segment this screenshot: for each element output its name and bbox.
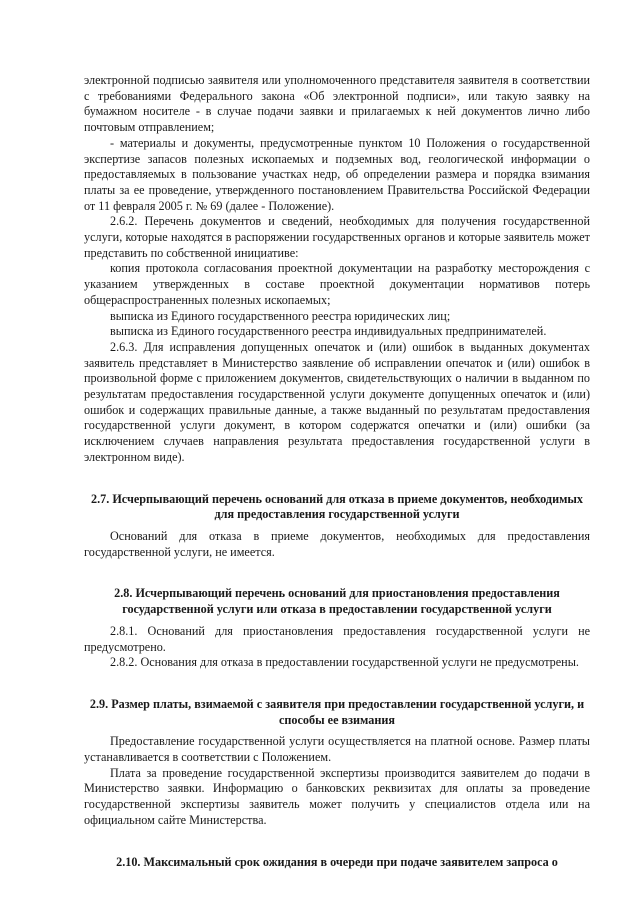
paragraph-2-8-2: 2.8.2. Основания для отказа в предоставлении государственной услуги не предусмотрены. bbox=[110, 655, 579, 670]
heading-2-7: 2.7. Исчерпывающий перечень оснований для отказа в приеме документов, необходимых для предоставления государственной услуги bbox=[91, 491, 583, 522]
paragraph-2-6-3: 2.6.3. Для исправления допущенных опечаток и (или) ошибок в выданных документах заявитель представляет в Министерство заявление об исправлении опечаток и (или) ошибок в произвольной форме с приложением документов, свидетельствующих о наличии в выданном по результатам предоставления государственной услуги документе допущенных опечаток и (или) ошибок и содержащих правильные данные, а также выданный по результатам предоставления государственной услуги документ, в котором содержатся опечатки и (или) ошибки (за исключением случаев направления результата предоставления государственной услуги в электронном виде). bbox=[84, 339, 590, 464]
paragraph-2-6-2: 2.6.2. Перечень документов и сведений, необходимых для получения государственной услуги, которые находятся в распоряжении государственных органов и которые заявитель может представить по собственной инициативе: bbox=[84, 214, 590, 260]
heading-2-8: 2.8. Исчерпывающий перечень оснований для приостановления предоставления государственной услуги или отказа в предоставлении государственной услуги bbox=[114, 586, 560, 617]
paragraph-payment-procedure: Плата за проведение государственной экспертизы производится заявителем до подачи в Министерство заявки. Информацию о банковских реквизитах для оплаты за проведение государственной экспертизы заявитель может получить у специалистов отдела или на официальном сайте Министерства. bbox=[84, 765, 590, 827]
paragraph-legal-entities-registry: выписка из Единого государственного реестра юридических лиц; bbox=[110, 308, 451, 323]
paragraph-no-refusal-grounds: Оснований для отказа в приеме документов, необходимых для предоставления государственной услуги, не имеется. bbox=[84, 528, 590, 559]
paragraph-materials-and-documents: - материалы и документы, предусмотренные пунктом 10 Положения о государственной экспертизе запасов полезных ископаемых и подземных вод, геологической информации о предоставляемых в пользование участках недр, об определении размера и порядка взимания платы за ее проведение, утвержденного постановлением Правительства Российской Федерации от 11 февраля 2005 г. № 69 (далее - Положение). bbox=[84, 135, 590, 213]
paragraph-electronic-signature: электронной подписью заявителя или уполномоченного представителя заявителя в соответствии с требованиями Федерального закона «Об электронной подписи», или такую заявку на бумажном носителе - в случае подачи заявки и прилагаемых к ней документов лично либо почтовым отправлением; bbox=[84, 73, 590, 135]
paragraph-2-8-1: 2.8.1. Оснований для приостановления предоставления государственной услуги не предусмотрено. bbox=[84, 623, 590, 654]
paragraph-entrepreneurs-registry: выписка из Единого государственного реестра индивидуальных предпринимателей. bbox=[110, 324, 547, 339]
paragraph-paid-basis: Предоставление государственной услуги осуществляется на платной основе. Размер платы устанавливается в соответствии с Положением. bbox=[84, 734, 590, 765]
heading-2-9: 2.9. Размер платы, взимаемой с заявителя при предоставлении государственной услуги, и способы ее взимания bbox=[89, 696, 585, 727]
heading-2-10: 2.10. Максимальный срок ожидания в очереди при подаче заявителем запроса о bbox=[116, 854, 558, 869]
paragraph-protocol-copy: копия протокола согласования проектной документации на разработку месторождения с указанием утвержденных в составе проектной документации нормативов потерь общераспространенных полезных ископаемых; bbox=[84, 261, 590, 307]
